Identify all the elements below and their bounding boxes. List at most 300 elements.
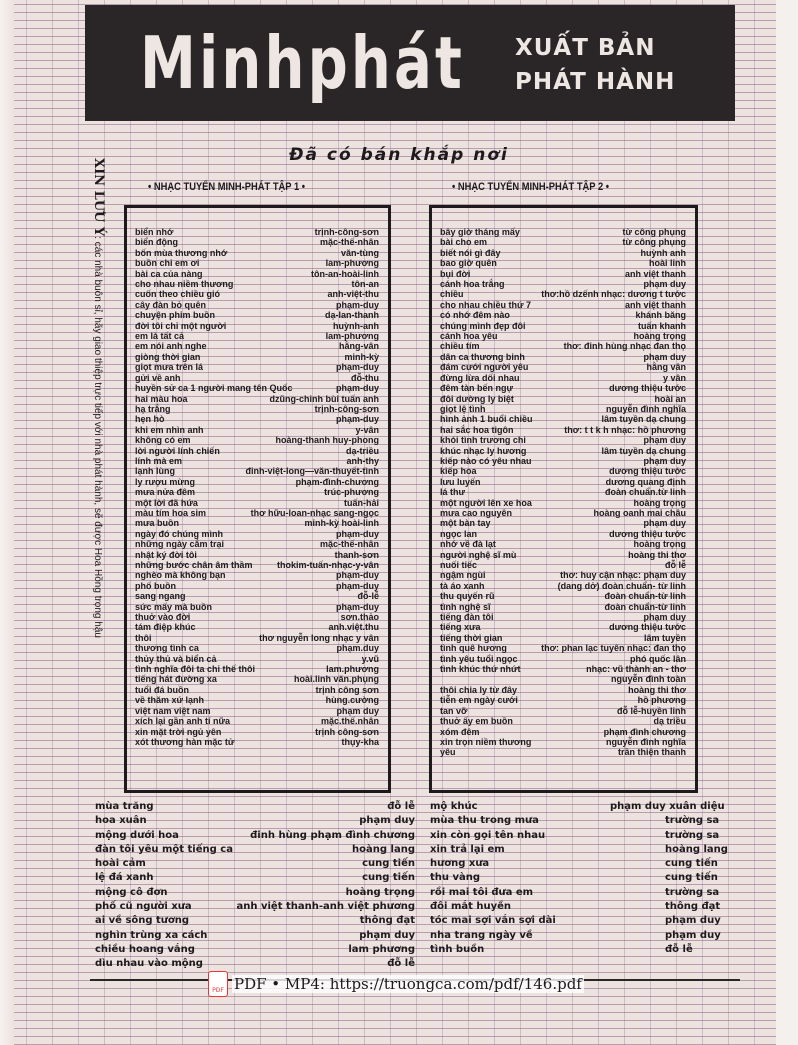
song-composer: dạ-lan-thanh — [325, 310, 379, 321]
song-composer: hùng.cường — [325, 695, 379, 706]
section-title-vol1: • NHẠC TUYỂN MINH-PHÁT TẬP 1 • — [148, 181, 306, 193]
song-row — [135, 248, 379, 258]
song-title: mùa thu trong mưa — [430, 815, 539, 827]
song-row — [440, 404, 686, 414]
song-row — [135, 435, 379, 445]
song-composer: thơ: huy cận nhạc: phạm duy — [560, 570, 686, 581]
song-title: chiều tím — [440, 341, 480, 352]
song-row — [95, 829, 415, 843]
song-row — [135, 529, 379, 539]
song-title: mưa cao nguyên — [440, 507, 513, 518]
song-title: nhớ về đà lạt — [440, 539, 496, 550]
song-row — [135, 394, 379, 404]
song-row — [440, 279, 686, 289]
song-composer: khánh băng — [635, 310, 686, 321]
song-title: mưa buồn — [135, 518, 180, 529]
song-row — [440, 633, 686, 643]
song-composer: cung tiến — [362, 872, 415, 884]
song-title: tình yêu tuổi ngọc — [440, 653, 518, 664]
song-composer: phạm duy — [643, 455, 686, 466]
song-row — [440, 477, 686, 487]
song-title: chuyện phim buồn — [135, 310, 215, 321]
song-title: không có em — [135, 435, 191, 446]
song-title: thu quyến rũ — [440, 591, 495, 602]
song-row — [430, 871, 770, 885]
song-title: tiếng thời gian — [440, 632, 503, 643]
song-row — [440, 529, 686, 539]
song-title: thu vàng — [430, 872, 481, 884]
publisher-banner — [85, 5, 735, 121]
song-composer: hoàng trọng — [345, 886, 415, 898]
song-row — [440, 435, 686, 445]
song-title: đêm tàn bến ngự — [440, 383, 514, 394]
pdf-icon: PDF — [208, 971, 228, 997]
song-row — [95, 800, 415, 814]
song-composer: lâm tuyền dạ chung — [601, 414, 686, 425]
song-row — [440, 227, 686, 237]
song-composer: hoàng trọng — [633, 331, 686, 342]
song-title: hình ảnh 1 buổi chiều — [440, 414, 533, 425]
song-composer: trịnh-công-sơn — [314, 227, 379, 237]
song-row — [430, 843, 770, 857]
song-title: tình nghệ sĩ — [440, 601, 491, 612]
song-row — [95, 871, 415, 885]
song-composer: nguyễn đình nghĩa — [606, 736, 686, 747]
song-composer: mặc-thế-nhân — [319, 539, 379, 550]
song-title: một bàn tay — [440, 518, 491, 529]
song-row — [440, 612, 686, 622]
song-composer: cung tiến — [665, 872, 718, 884]
song-row — [430, 886, 770, 900]
song-row — [95, 943, 415, 957]
song-composer: anh việt thanh — [624, 268, 686, 279]
song-composer: thơ: t t k h nhạc: hồ phương — [564, 424, 686, 435]
song-title: đôi mắt huyền — [430, 901, 512, 913]
song-title: lưu luyến — [440, 476, 481, 487]
song-title: ly rượu mừng — [135, 476, 195, 487]
song-title: nha trang ngày về — [430, 929, 533, 941]
song-composer: thokim-tuấn-nhạc-y-vân — [276, 560, 379, 570]
song-title: phố cũ người xưa — [95, 901, 192, 913]
song-composer: phạm-duy — [335, 570, 379, 581]
song-title: màu tím hoa sim — [135, 507, 207, 518]
song-row — [440, 237, 686, 247]
song-composer: trúc-phương — [324, 487, 379, 498]
song-row — [430, 929, 770, 943]
song-title: ngày đó chúng mình — [135, 528, 223, 539]
song-row — [135, 466, 379, 476]
song-composer: văn-tùng — [341, 247, 379, 258]
song-title: thương tình ca — [135, 643, 199, 654]
song-composer: đỗ lễ — [665, 943, 693, 955]
song-title: hẹn hò — [135, 414, 165, 425]
song-row — [440, 394, 686, 404]
song-title: biển nhớ — [135, 227, 174, 237]
song-title: bao giờ quên — [440, 258, 497, 269]
song-composer: hằng vân — [646, 362, 686, 373]
song-composer: hoài.linh văn.phụng — [294, 674, 379, 685]
song-title: em nói anh nghe — [135, 341, 207, 352]
song-composer: hoàng trọng — [633, 497, 686, 508]
song-composer: nguyễn đình nghĩa — [606, 403, 686, 414]
song-composer: huỳnh anh — [640, 247, 686, 258]
song-composer: trường sa — [665, 829, 720, 841]
song-title: việt nam việt nam — [135, 705, 211, 716]
song-row — [440, 300, 686, 310]
watermark-link[interactable]: PDF • MP4: https://truongca.com/pdf/146.pdf — [234, 975, 582, 993]
song-title: khói tình trương chi — [440, 435, 526, 446]
song-row — [135, 331, 379, 341]
song-title: chiều hoang vắng — [95, 943, 195, 955]
song-row — [440, 456, 686, 466]
song-row — [440, 289, 686, 299]
song-composer: y.vũ — [361, 653, 379, 664]
song-title: chúng mình đẹp đôi — [440, 320, 526, 331]
side-note — [91, 158, 106, 778]
song-title: nuối tiếc — [440, 560, 478, 570]
song-row — [135, 654, 379, 664]
song-title: đôi dường ly biệt — [440, 393, 514, 404]
song-row — [440, 695, 686, 705]
song-title: bài cho em — [440, 237, 488, 248]
song-title: nghèo mà không bạn — [135, 570, 226, 581]
song-composer: đoàn chuẩn-từ linh — [604, 591, 686, 602]
song-title: bụi đời — [440, 268, 471, 279]
song-row — [430, 800, 770, 814]
song-title: nghìn trùng xa cách — [95, 929, 208, 941]
song-row — [135, 581, 379, 591]
song-title: hương xưa — [430, 858, 490, 870]
song-row — [440, 654, 686, 664]
song-composer: sơn.thảo — [340, 612, 379, 623]
song-composer: lam-phương — [325, 258, 379, 269]
song-composer: đoàn chuẩn.từ linh — [604, 487, 686, 498]
song-row — [135, 695, 379, 705]
song-row — [135, 560, 379, 570]
song-title: xin trọn niềm thương — [440, 736, 532, 747]
song-composer: cung tiến — [362, 858, 415, 870]
song-composer: minh-kỳ — [344, 351, 379, 362]
song-composer: hoài linh — [649, 258, 686, 269]
song-row — [440, 602, 686, 612]
song-title: mùa trăng — [95, 801, 154, 812]
song-row — [440, 570, 686, 580]
song-row — [135, 570, 379, 580]
song-row — [135, 446, 379, 456]
song-row — [135, 550, 379, 560]
song-title: cây đàn bỏ quên — [135, 299, 207, 310]
song-row — [95, 857, 415, 871]
song-title: lệ đá xanh — [95, 872, 154, 884]
song-title: ai về sông tương — [95, 915, 190, 927]
song-row — [135, 622, 379, 632]
song-composer: phó quốc lân — [630, 653, 686, 664]
song-row — [135, 279, 379, 289]
song-row — [430, 857, 770, 871]
song-title: thuở ấy em buồn — [440, 716, 513, 727]
song-row — [135, 674, 379, 684]
song-row — [440, 425, 686, 435]
song-title: rồi mai tôi đưa em — [430, 886, 534, 898]
song-row — [135, 727, 379, 737]
song-composer: cung tiến — [665, 858, 718, 870]
song-title: biết nói gì đây — [440, 247, 501, 258]
song-composer: phạm duy xuân diệu — [610, 801, 725, 812]
song-title: tình khúc thứ nhứt — [440, 664, 521, 675]
song-composer: mặc.thế.nhân — [320, 716, 379, 727]
song-row — [135, 237, 379, 247]
song-row — [135, 633, 379, 643]
song-title: một lời đã hứa — [135, 497, 198, 508]
song-row — [95, 900, 415, 914]
side-note-lead: XIN LƯU Ý — [91, 158, 106, 237]
song-composer: hoàng lang — [665, 843, 728, 855]
song-composer: đỗ-thu — [351, 372, 379, 383]
song-title: hoa xuân — [95, 815, 147, 827]
song-composer: hoài an — [654, 393, 686, 404]
song-title: ngậm ngùi — [440, 570, 486, 581]
song-row — [135, 227, 379, 237]
song-composer: anh việt thanh — [624, 299, 686, 310]
song-title: cánh hoa trắng — [440, 279, 505, 290]
side-note-text: : các nhà buôn sỉ, hãy giao thiệp trực tiếp với nhà phát hành, sẽ được Hoa Hồng trọng hậu — [92, 236, 103, 638]
watermark[interactable] — [208, 971, 584, 997]
song-row — [440, 498, 686, 508]
song-row — [440, 727, 686, 737]
song-title: hai màu hoa — [135, 393, 188, 404]
song-title: tiếng hát đường xa — [135, 674, 217, 685]
song-row — [440, 362, 686, 372]
song-title: ngọc lan — [440, 528, 478, 539]
song-title: hạ trắng — [135, 403, 171, 414]
song-composer: dương thiệu tước — [609, 383, 686, 394]
song-composer: trịnh công-sơn — [315, 726, 379, 737]
song-row — [135, 456, 379, 466]
song-composer: lam-phương — [325, 331, 379, 342]
song-composer: dương thiệu tước — [609, 622, 686, 633]
song-row — [440, 674, 686, 684]
publisher-line-1: XUẤT BẢN — [515, 35, 656, 61]
song-title: xin trả lại em — [430, 843, 505, 855]
song-row — [440, 560, 686, 570]
song-row — [135, 362, 379, 372]
song-composer: phạm duy — [359, 929, 415, 941]
song-row — [440, 591, 686, 601]
song-title: yêu — [440, 747, 456, 758]
song-composer: hoàng thi thơ — [628, 684, 686, 695]
song-title: em là tất cả — [135, 331, 185, 342]
song-row — [440, 716, 686, 726]
song-title: hoài cảm — [95, 858, 146, 870]
song-title: giọt lệ tình — [440, 403, 486, 414]
song-row — [135, 498, 379, 508]
song-row — [95, 914, 415, 928]
song-row — [95, 957, 415, 971]
song-composer: đinh-việt-long—văn-thuyết-tình — [245, 466, 379, 477]
song-title: giọt mưa trên lá — [135, 362, 204, 373]
song-title: những bước chân âm thầm — [135, 560, 253, 570]
song-row — [135, 352, 379, 362]
song-row — [135, 716, 379, 726]
song-row — [135, 508, 379, 518]
song-composer: hoàng lang — [352, 843, 415, 855]
song-row — [430, 914, 770, 928]
song-list-vol1 — [135, 227, 379, 747]
song-row — [135, 310, 379, 320]
song-row — [440, 550, 686, 560]
song-composer: thụy-kha — [341, 736, 379, 747]
song-row — [440, 685, 686, 695]
song-title: tiếng xưa — [440, 622, 481, 633]
song-composer: dương quang định — [605, 476, 686, 487]
song-composer: đỗ lễ — [664, 560, 686, 570]
song-title: mưa nửa đêm — [135, 487, 196, 498]
song-row — [440, 737, 686, 747]
song-title: người nghệ sĩ mù — [440, 549, 517, 560]
song-composer: phạm đình chương — [603, 726, 686, 737]
song-row — [440, 622, 686, 632]
bottom-song-list-right — [430, 800, 770, 957]
song-title: phố buồn — [135, 580, 176, 591]
song-row — [440, 747, 686, 757]
song-row — [135, 487, 379, 497]
song-title: kiếp hoa — [440, 466, 477, 477]
song-composer: tuấn-hải — [344, 497, 379, 508]
song-row — [135, 591, 379, 601]
song-title: cánh hoa yêu — [440, 331, 498, 342]
song-title: dìu nhau vào mộng — [95, 958, 203, 970]
song-row — [135, 289, 379, 299]
song-composer: phạm duy — [665, 915, 721, 927]
song-composer: đỗ lễ-huyền linh — [617, 705, 686, 716]
song-row — [440, 373, 686, 383]
song-composer: đỗ lễ — [387, 801, 415, 812]
song-composer: phạm-duy — [335, 414, 379, 425]
song-composer: y-vân — [355, 424, 379, 435]
song-title: cuốn theo chiều gió — [135, 289, 220, 300]
song-title: tiếng đàn tôi — [440, 612, 494, 623]
song-composer: hoàng trọng — [633, 539, 686, 550]
song-composer: thơ: đinh hùng nhạc đan thọ — [563, 341, 686, 352]
song-composer: anh.việt.thu — [328, 622, 379, 633]
song-composer: y vân — [662, 372, 686, 383]
song-title: đời tôi chỉ một người — [135, 320, 227, 331]
song-row — [440, 643, 686, 653]
song-row — [440, 310, 686, 320]
bottom-song-list-left — [95, 800, 415, 972]
song-title: hai sắc hoa tigôn — [440, 424, 514, 435]
song-title: xin mặt trời ngủ yên — [135, 726, 222, 737]
song-composer: anh việt thanh-anh việt phương — [236, 901, 415, 913]
song-composer: phạm duy — [336, 705, 379, 716]
song-composer: tôn-an-hoài-linh — [311, 268, 379, 279]
song-composer: phạm duy — [643, 351, 686, 362]
song-row — [440, 258, 686, 268]
song-composer: thanh-sơn — [334, 549, 379, 560]
song-title: thôi chia ly từ đây — [440, 684, 518, 695]
song-composer: dương thiệu tước — [609, 528, 686, 539]
song-composer: tuấn khanh — [637, 320, 686, 331]
song-title: mộng cô đơn — [95, 886, 168, 898]
song-composer: hoàng-thanh huy-phong — [275, 435, 379, 446]
brand-logo: Minhphát — [140, 21, 465, 105]
song-title: bài ca của nàng — [135, 268, 203, 279]
song-row — [430, 829, 770, 843]
song-composer: phạm-duy — [335, 580, 379, 591]
song-composer: huỳnh-anh — [333, 320, 379, 331]
song-row — [440, 487, 686, 497]
song-title: những ngày cắm trại — [135, 539, 225, 550]
song-composer: phạm-duy — [335, 601, 379, 612]
song-row — [135, 321, 379, 331]
song-row — [430, 900, 770, 914]
song-row — [95, 929, 415, 943]
song-row — [440, 341, 686, 351]
song-composer: tôn-an — [351, 279, 379, 290]
section-title-vol2: • NHẠC TUYỂN MINH-PHÁT TẬP 2 • — [452, 181, 610, 193]
song-row — [440, 706, 686, 716]
song-composer: thông đạt — [359, 915, 415, 927]
song-composer: hằng-vân — [338, 341, 379, 352]
song-title: tuổi đá buồn — [135, 684, 189, 695]
song-composer: trần thiện thanh — [618, 747, 686, 758]
song-composer: dzũng-chinh bùi tuấn anh — [269, 393, 379, 404]
song-composer: thông đạt — [665, 901, 721, 913]
song-title: cho nhau chiều thứ 7 — [440, 299, 532, 310]
song-composer: minh-kỳ hoài-linh — [304, 518, 379, 529]
song-composer: hồ phương — [637, 695, 686, 706]
song-composer: mặc-thế-nhân — [319, 237, 379, 248]
song-title: nhật ký đời tôi — [135, 549, 197, 560]
song-title: lạnh lùng — [135, 466, 175, 477]
song-title: tan vỡ — [440, 705, 468, 716]
song-row — [135, 269, 379, 279]
song-title: đừng lừa dối nhau — [440, 372, 520, 383]
song-composer: anh-việt-thu — [327, 289, 379, 300]
song-row — [95, 814, 415, 828]
song-row — [135, 425, 379, 435]
song-title: bốn mùa thương nhớ — [135, 247, 228, 258]
song-title: mộng dưới hoa — [95, 829, 179, 841]
song-composer: hoàng thi thơ — [628, 549, 686, 560]
song-composer: lâm tuyền — [643, 632, 686, 643]
song-composer: phạm duy — [643, 435, 686, 446]
song-row — [135, 737, 379, 747]
song-composer: thơ hữu-loan-nhạc sang-ngọc — [250, 507, 379, 518]
song-composer: nguyễn đình toàn — [611, 674, 686, 685]
song-title: lời người lính chiến — [135, 445, 220, 456]
song-title: khúc nhạc ly hương — [440, 445, 527, 456]
song-title: lính mà em — [135, 455, 183, 466]
song-title: có nhớ đêm nào — [440, 310, 510, 321]
song-row — [135, 341, 379, 351]
song-composer: dạ triều — [653, 716, 686, 727]
song-composer: phạm duy — [665, 929, 721, 941]
song-row — [440, 352, 686, 362]
song-title: thôi — [135, 632, 152, 643]
slogan: Đã có bán khắp nơi — [289, 145, 509, 165]
song-title: sức mấy mà buồn — [135, 601, 213, 612]
song-row — [440, 664, 686, 674]
song-row — [135, 258, 379, 268]
song-row — [440, 539, 686, 549]
song-title: thủy thủ và biển cả — [135, 653, 217, 664]
song-title: bây giờ tháng mấy — [440, 227, 520, 237]
song-composer: trịnh-công-sơn — [314, 403, 379, 414]
song-row — [440, 248, 686, 258]
song-composer: từ công phụng — [622, 227, 686, 237]
song-title: đàn tôi yêu một tiếng ca — [95, 843, 233, 855]
